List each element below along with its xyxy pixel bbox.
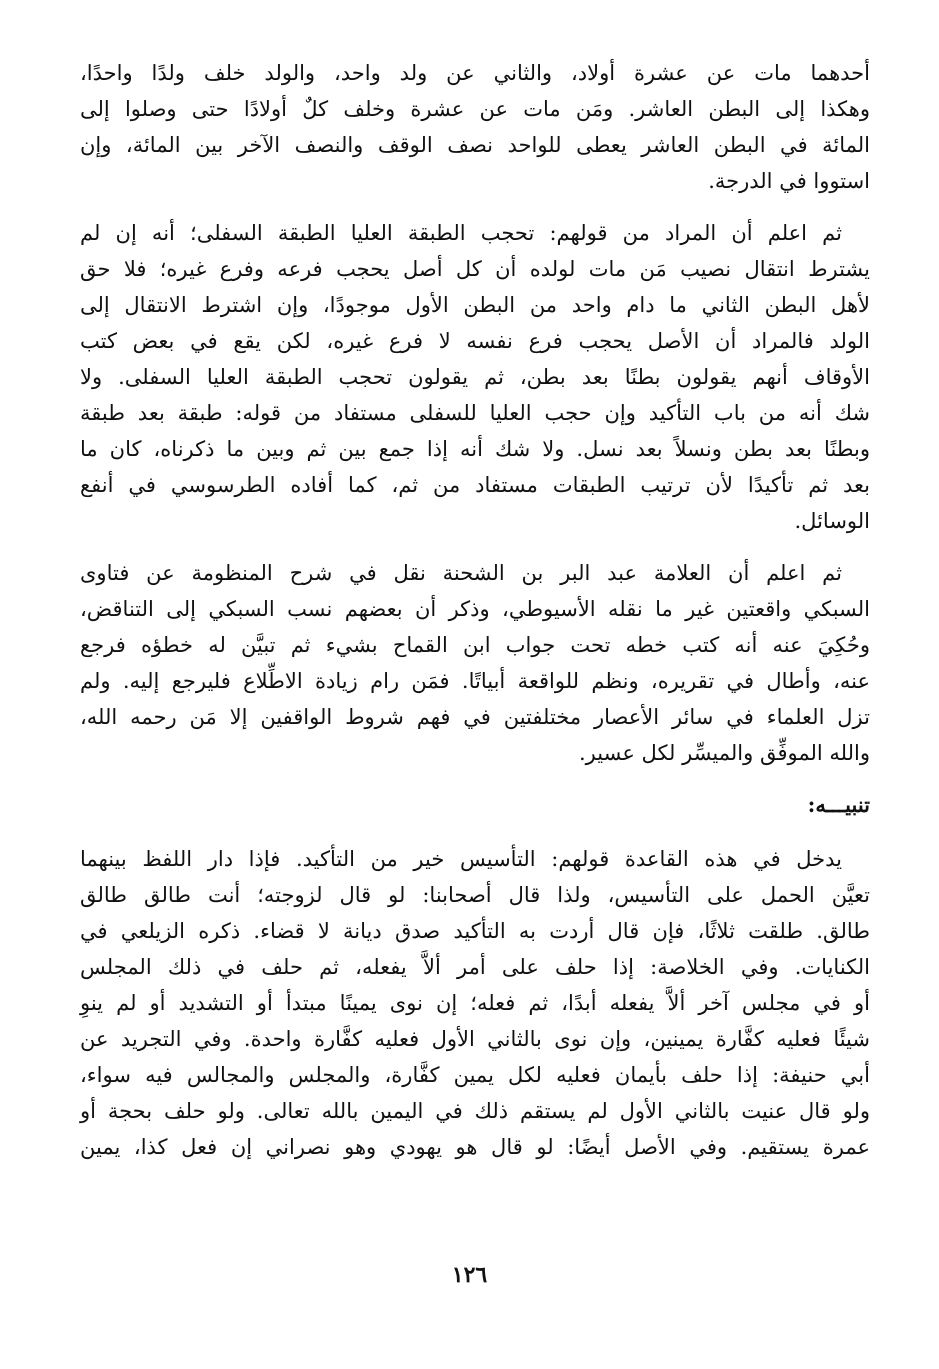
text-line: وحُكِيَ عنه أنه كتب خطه تحت جواب ابن القماح بشيء ثم تبيَّن له خطؤه فرجع: [80, 633, 871, 657]
text-line: المائة في البطن العاشر يعطى للواحد نصف الوقف والنصف الآخر بين المائة، وإن: [80, 133, 870, 157]
text-line: يشترط انتقال نصيب مَن مات لولده أن كل أصل يحجب فرعه وفرع غيره؛ فلا حق: [80, 257, 870, 281]
note-heading: تنبيـــه:: [807, 792, 870, 817]
text-line: الأوقاف أنهم يقولون بطنًا بعد بطن، ثم يقولون تحجب الطبقة العليا السفلى. ولا: [80, 365, 870, 389]
text-line: استووا في الدرجة.: [708, 169, 870, 193]
page-body: [80, 55, 870, 1345]
text-line: أو في مجلس آخر ألاَّ يفعله أبدًا، ثم فعله؛ إن نوى يمينًا مبتدأ أو التشديد أو لم ينوِ: [80, 991, 870, 1015]
text-line: تعيَّن الحمل على التأسيس، ولذا قال أصحابنا: لو قال لزوجته؛ أنت طالق طالق: [80, 883, 870, 907]
text-line: الوسائل.: [794, 509, 870, 533]
text-line: ولو قال عنيت بالثاني الأول لم يستقم ذلك في اليمين بالله تعالى. ولو حلف بحجة أو: [80, 1099, 870, 1123]
text-line: الولد فالمراد أن الأصل يحجب فرع نفسه لا فرع غيره، لكن يقع في بعض كتب: [80, 329, 870, 353]
text-line: لأهل البطن الثاني ما دام واحد من البطن الأول موجودًا، وإن اشترط الانتقال إلى: [80, 293, 870, 317]
text-line: ثم اعلم أن المراد من قولهم: تحجب الطبقة العليا الطبقة السفلى؛ أنه إن لم: [80, 221, 842, 245]
text-line: ثم اعلم أن العلامة عبد البر بن الشحنة نقل في شرح المنظومة عن فتاوى: [80, 561, 842, 585]
text-line: وبطنًا بعد بطن ونسلاً بعد نسل. ولا شك أنه إذا جمع بين ثم وبين ما ذكرناه، كان ما: [80, 437, 870, 461]
text-line: يدخل في هذه القاعدة قولهم: التأسيس خير من التأكيد. فإذا دار اللفظ بينهما: [80, 847, 842, 871]
text-line: والله الموفِّق والميسِّر لكل عسير.: [579, 741, 870, 765]
page-number: ١٢٦: [451, 1262, 488, 1288]
text-line: وهكذا إلى البطن العاشر. ومَن مات عن عشرة وخلف كلٌ أولادًا حتى وصلوا إلى: [80, 97, 870, 121]
text-line: بعد ثم تأكيدًا لأن ترتيب الطبقات مستفاد من ثم، كما أفاده الطرسوسي في أنفع: [80, 473, 870, 497]
paragraph-1: [80, 55, 870, 199]
text-line: شك أنه من باب التأكيد وإن حجب العليا للسفلى مستفاد من قوله: طبقة بعد طبقة: [80, 401, 870, 425]
text-line: عنه، وأطال في تقريره، ونظم للواقعة أبياتًا. فمَن رام زيادة الاطِّلاع فليرجع إليه. ولم: [80, 669, 870, 693]
text-line: شيئًا فعليه كفَّارة يمينين، وإن نوى بالثاني الأول فعليه كفَّارة واحدة. وفي التجريد عن: [80, 1027, 870, 1051]
text-line: أحدهما مات عن عشرة أولاد، والثاني عن ولد واحد، والولد خلف ولدًا واحدًا،: [80, 61, 870, 85]
text-line: طالق. طلقت ثلاثًا، فإن قال أردت به التأكيد صدق ديانة لا قضاء. ذكره الزيلعي في: [80, 919, 870, 943]
text-line: عمرة يستقيم. وفي الأصل أيضًا: لو قال هو يهودي وهو نصراني إن فعل كذا، يمين: [80, 1135, 870, 1159]
text-line: أبي حنيفة: إذا حلف بأيمان فعليه لكل يمين كفَّارة، والمجلس والمجالس فيه سواء،: [80, 1063, 870, 1087]
note-paragraph: [80, 841, 870, 1165]
paragraph-3: [80, 555, 870, 771]
text-line: الكنايات. وفي الخلاصة: إذا حلف على أمر ألاَّ يفعله، ثم حلف في ذلك المجلس: [80, 955, 870, 979]
text-line: السبكي واقعتين غير ما نقله الأسيوطي، وذكر أن بعضهم نسب السبكي إلى التناقض،: [80, 597, 870, 621]
text-line: تزل العلماء في سائر الأعصار مختلفتين في فهم شروط الواقفين إلا مَن رحمه الله،: [80, 705, 870, 729]
paragraph-2: [80, 215, 870, 539]
